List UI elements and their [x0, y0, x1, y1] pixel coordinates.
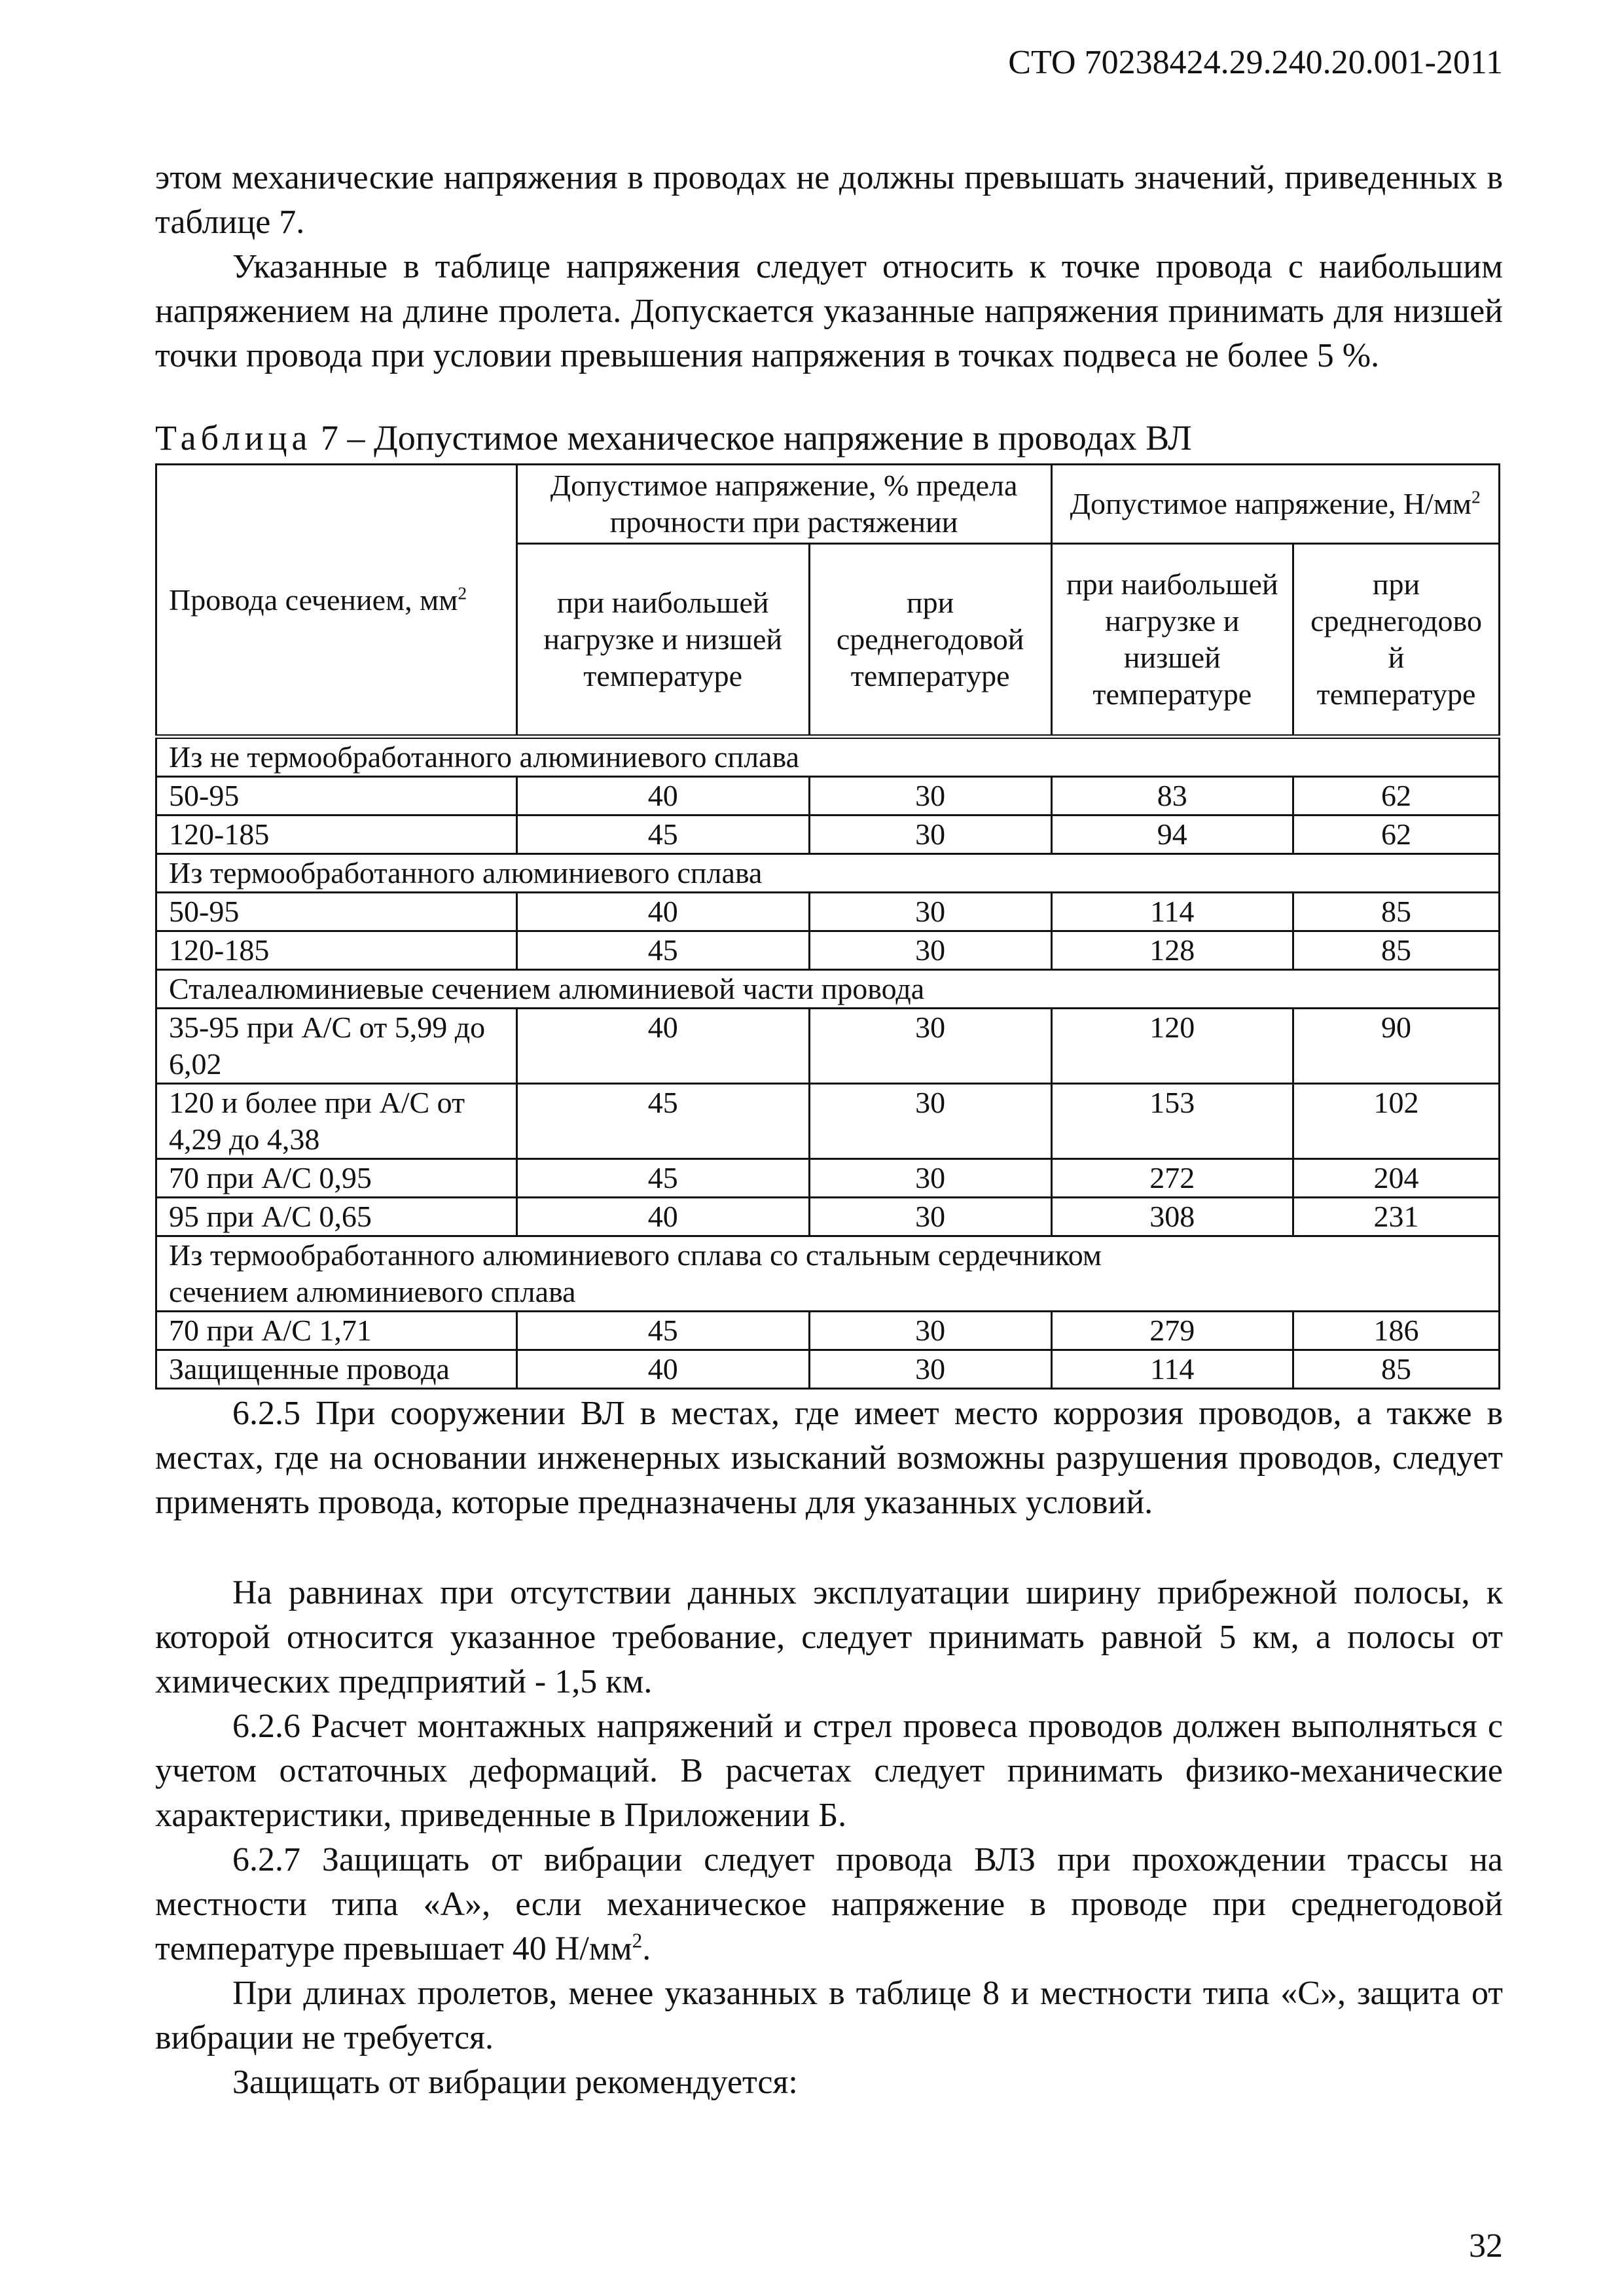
table-caption-word: Таблица — [155, 418, 312, 457]
subheader-max-load-nmm: при наибольшей нагрузке и низшей температуре — [1051, 544, 1293, 737]
table-section-row: Из термообработанного алюминиевого сплава со стальным сердечником сечением алюминиевого сплава — [156, 1236, 1500, 1312]
paragraph-table-note: Указанные в таблице напряжения следует относить к точке провода с наибольшим напряжением на длине пролета. Допускается указанные напряжения принимать для низшей точки провода при условии превышения напряжения в точках подвеса не более 5 %. — [155, 248, 1503, 374]
subheader-annual-nmm: при среднегодово й температуре — [1293, 544, 1500, 737]
subheader-max-load-percent: при наибольшей нагрузке и низшей температуре — [516, 544, 809, 737]
table-row: 95 при А/С 0,65 40 30 308 231 — [156, 1198, 1500, 1236]
document-header: СТО 70238424.29.240.20.001-2011 — [1008, 44, 1503, 81]
table-row: 50-95 40 30 114 85 — [156, 893, 1500, 931]
table-row: 70 при А/С 0,95 45 30 272 204 — [156, 1159, 1500, 1198]
paragraph-plains: На равнинах при отсутствии данных эксплуатации ширину прибрежной полосы, к которой относится указанное требование, следует принимать равной 5 км, а полосы от химических предприятий - 1,5 км. — [155, 1574, 1503, 1700]
paragraph-short-spans: При длинах пролетов, менее указанных в таблице 8 и местности типа «С», защита от вибрации не требуется. — [155, 1975, 1503, 2056]
header-group-percent: Допустимое напряжение, % предела прочности при растяжении — [516, 465, 1051, 544]
page-number: 32 — [1469, 2227, 1503, 2265]
paragraph-6-2-6: 6.2.6 Расчет монтажных напряжений и стрел провеса проводов должен выполняться с учетом остаточных деформаций. В расчетах следует принимать физико-механические характеристики, приведенные в Приложении Б. — [155, 1708, 1503, 1834]
header-group-nmm: Допустимое напряжение, $Н/мм^2$ — [1051, 465, 1499, 544]
table-row: 35-95 при А/С от 5,99 до 6,02 40 30 120 90 — [156, 1009, 1500, 1084]
table-header-row — [156, 465, 1500, 544]
table-row: 70 при А/С 1,71 45 30 279 186 — [156, 1312, 1500, 1350]
paragraph-recommended: Защищать от вибрации рекомендуется: — [232, 2064, 798, 2101]
table-section-row: Из термообработанного алюминиевого сплава — [156, 854, 1500, 893]
table-caption-text: 7 – Допустимое механическое напряжение в проводах ВЛ — [320, 418, 1192, 457]
table-section-row: Сталеалюминиевые сечением алюминиевой части провода — [156, 970, 1500, 1009]
table-row: 120 и более при А/С от 4,29 до 4,38 45 30 153 102 — [156, 1084, 1500, 1159]
table-row: Защищенные провода 40 30 114 85 — [156, 1350, 1500, 1389]
subheader-annual-percent: при среднегодовой температуре — [809, 544, 1051, 737]
table-row: 50-95 40 30 83 62 — [156, 777, 1500, 816]
header-wire-section: Провода сечением, $мм^2$ — [156, 465, 517, 737]
table-row: 120-185 45 30 128 85 — [156, 931, 1500, 970]
paragraph-6-2-5: 6.2.5 При сооружении ВЛ в местах, где имеет место коррозия проводов, а также в местах, где на основании инженерных изысканий возможны разрушения проводов, следует применять провода, которые предназначены для указанных условий. — [155, 1395, 1503, 1521]
table-row: 120-185 45 30 94 62 — [156, 816, 1500, 854]
paragraph-intro: этом механические напряжения в проводах не должны превышать значений, приведенных в таблице 7. — [155, 159, 1503, 241]
table-section-row: Из не термообработанного алюминиевого сплава — [156, 737, 1500, 777]
stress-table — [155, 463, 1500, 1390]
paragraph-6-2-7: 6.2.7 Защищать от вибрации следует провода ВЛЗ при прохождении трассы на местности типа «А», если механическое напряжение в проводе при среднегодовой температуре превышает 40 $Н/мм^2$. — [155, 1841, 1503, 1967]
table-caption — [155, 416, 1503, 460]
